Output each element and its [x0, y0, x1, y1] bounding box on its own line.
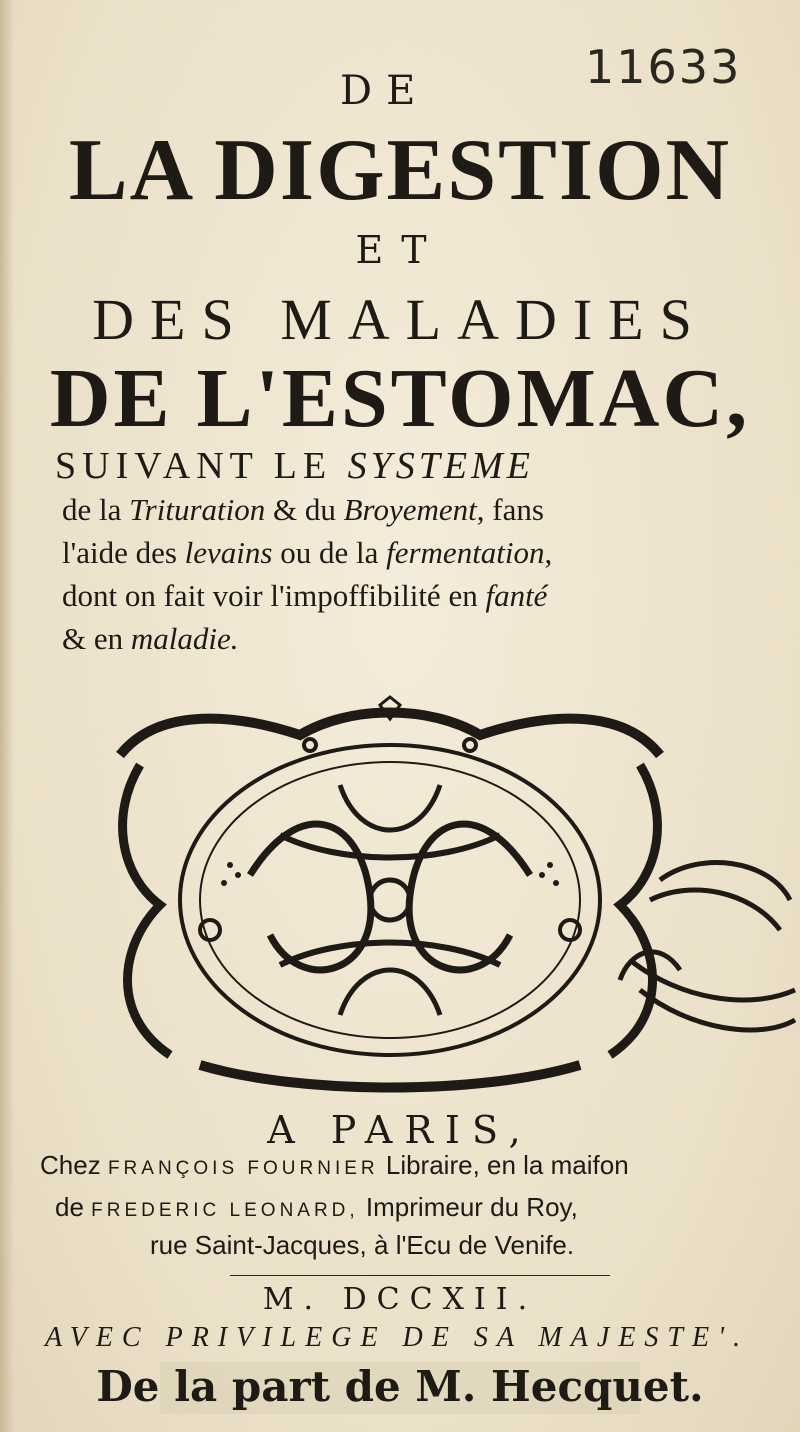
- suivant-text: SUIVANT LE: [55, 445, 333, 487]
- text: & du: [273, 492, 336, 527]
- text: Libraire, en la maifon: [385, 1150, 629, 1180]
- imprint-line2: [55, 1192, 800, 1223]
- publisher-name: FRANÇOIS FOURNIER: [107, 1158, 379, 1179]
- subtitle-line4: [62, 621, 800, 657]
- imprint-city: A PARIS,: [267, 1108, 533, 1152]
- subtitle-line1: [62, 492, 800, 528]
- provenance-inscription: De la part de M. Hecquet.: [96, 1362, 704, 1411]
- text: ,: [544, 535, 553, 570]
- title-et: ET: [355, 228, 445, 272]
- library-shelfmark: 11633: [585, 40, 742, 94]
- binding-edge: [0, 0, 14, 1432]
- text: de: [55, 1192, 84, 1222]
- ink-stain-icon: [600, 840, 800, 1050]
- text-italic: Trituration: [129, 492, 266, 527]
- title-line3: DE L'ESTOMAC,: [49, 352, 751, 445]
- subtitle-line2: [62, 535, 800, 571]
- systeme-text: SYSTEME: [347, 445, 534, 487]
- text-italic: fanté: [485, 578, 548, 613]
- text-italic: maladie.: [130, 621, 239, 656]
- subtitle-line3: [62, 578, 800, 614]
- text: ou de la: [280, 535, 379, 570]
- divider: [230, 1275, 610, 1276]
- text: , fans: [476, 492, 544, 527]
- text: dont on fait voir l'impoffibilité en: [62, 578, 478, 613]
- title-main: LA DIGESTION: [68, 122, 732, 219]
- imprint-address: rue Saint-Jacques, à l'Ecu de Venife.: [150, 1230, 575, 1260]
- text-italic: levains: [184, 535, 273, 570]
- text: l'aide des: [62, 535, 177, 570]
- cartouche-fleuron-icon: [100, 695, 680, 1095]
- imprint-line1: [40, 1150, 800, 1181]
- text-italic: Broyement: [343, 492, 477, 527]
- text: Imprimeur du Roy,: [365, 1192, 578, 1222]
- title-de: DE: [340, 68, 430, 114]
- title-line2: DES MALADIES: [92, 287, 708, 352]
- text: Chez: [40, 1150, 101, 1180]
- printer-name: FREDERIC LEONARD,: [91, 1200, 359, 1221]
- text: de la: [62, 492, 122, 527]
- imprint-year: M. DCCXII.: [262, 1282, 538, 1317]
- privilege-line: AVEC PRIVILEGE DE SA MAJESTE'.: [45, 1322, 750, 1353]
- text: & en: [62, 621, 124, 656]
- subtitle-suivant: [55, 444, 800, 488]
- text-italic: fermentation: [386, 535, 545, 570]
